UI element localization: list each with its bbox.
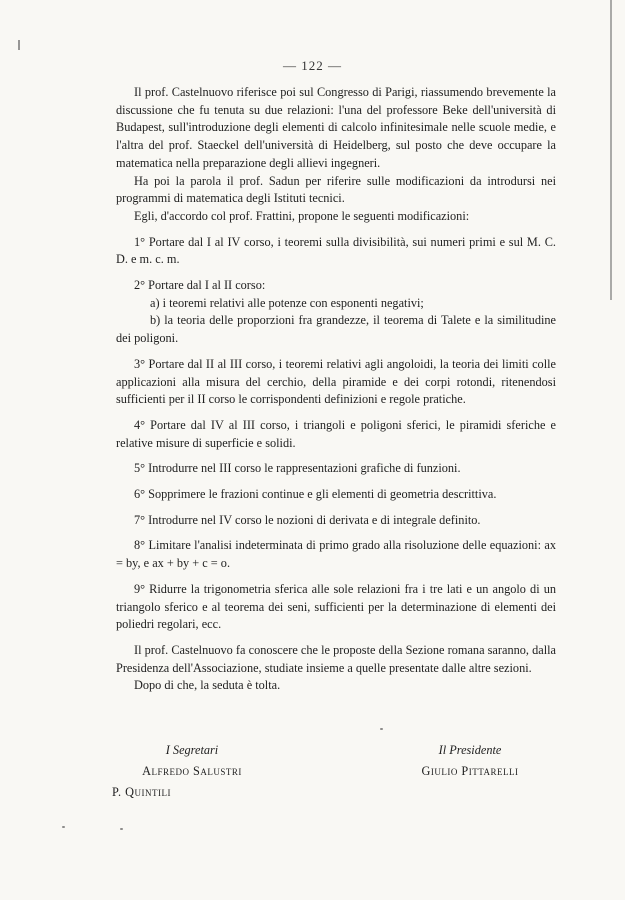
page-edge-line xyxy=(610,0,612,300)
secretaries-role: I Segretari xyxy=(165,743,219,757)
list-item: 1° Portare dal I al IV corso, i teoremi sulla divisibilità, sui numeri primi e sul M. C. D. e m. c. m. xyxy=(116,234,556,267)
list-subitem: a) i teoremi relativi alle potenze con esponenti negativi; xyxy=(150,295,424,310)
margin-speck xyxy=(380,728,383,730)
margin-speck xyxy=(120,828,123,830)
president-role: Il Presidente xyxy=(438,743,502,757)
paragraph: Il prof. Castelnuovo riferisce poi sul Congresso di Parigi, riassumendo brevemente la discussione che fu tenuta su due relazioni: l'una del professore Beke dell'università di Budapest, sull'introduzione degli elementi di calcolo infinitesimale nelle scuole medie, e l'altra del prof. Staeckel dell'università di Heidelberg, sul posto che deve occupare la matematica nella preparazione degli allievi ingegneri. xyxy=(116,85,556,170)
list-item: 2° Portare dal I al II corso: xyxy=(134,278,266,293)
secretaries-signature xyxy=(112,740,272,803)
document-body xyxy=(116,84,556,695)
secretary-name: Alfredo Salustri xyxy=(142,764,242,778)
list-subitem: b) la teoria delle proporzioni fra grandezze, il teorema di Talete e la similitudine dei poligoni. xyxy=(116,313,556,346)
list-item: 5° Introdurre nel III corso le rappresentazioni grafiche di funzioni. xyxy=(134,461,461,476)
list-item: 6° Sopprimere le frazioni continue e gli elementi di geometria descrittiva. xyxy=(134,487,497,502)
page-number: — 122 — xyxy=(283,58,342,73)
secretary-name: P. Quintili xyxy=(112,785,171,799)
margin-speck xyxy=(62,826,65,828)
paragraph: Ha poi la parola il prof. Sadun per riferire sulle modificazioni da introdursi nei programmi di matematica degli Istituti tecnici. xyxy=(116,173,556,206)
paragraph: Egli, d'accordo col prof. Frattini, propone le seguenti modificazioni: xyxy=(134,208,470,223)
margin-mark xyxy=(18,40,20,50)
paragraph: Dopo di che, la seduta è tolta. xyxy=(134,678,281,693)
list-item: 9° Ridurre la trigonometria sferica alle sole relazioni fra i tre lati e un angolo di un triangolo sferico e al teorema dei seni, sufficienti per la determinazione di elementi dei poliedri regolari, ecc. xyxy=(116,581,556,632)
president-signature xyxy=(400,740,540,782)
list-item: 7° Introdurre nel IV corso le nozioni di derivata e di integrale definito. xyxy=(134,512,481,527)
paragraph: Il prof. Castelnuovo fa conoscere che le proposte della Sezione romana saranno, dalla Presidenza dell'Associazione, studiate insieme a quelle presentate dalle altre sezioni. xyxy=(116,642,556,675)
president-name: Giulio Pittarelli xyxy=(421,764,519,778)
list-item: 8° Limitare l'analisi indeterminata di primo grado alla risoluzione delle equazioni: ax = by, e ax + by + c = o. xyxy=(116,538,556,571)
list-item: 4° Portare dal IV al III corso, i triangoli e poligoni sferici, le piramidi sferiche e relative misure di superficie e solidi. xyxy=(116,417,556,450)
list-item: 3° Portare dal II al III corso, i teoremi relativi agli angoloidi, la teoria dei limiti colle applicazioni alla misura del cerchio, della piramide e dei corpi rotondi, ritenendosi sufficienti per il II corso le corrispondenti definizioni e regole pratiche. xyxy=(116,356,556,407)
